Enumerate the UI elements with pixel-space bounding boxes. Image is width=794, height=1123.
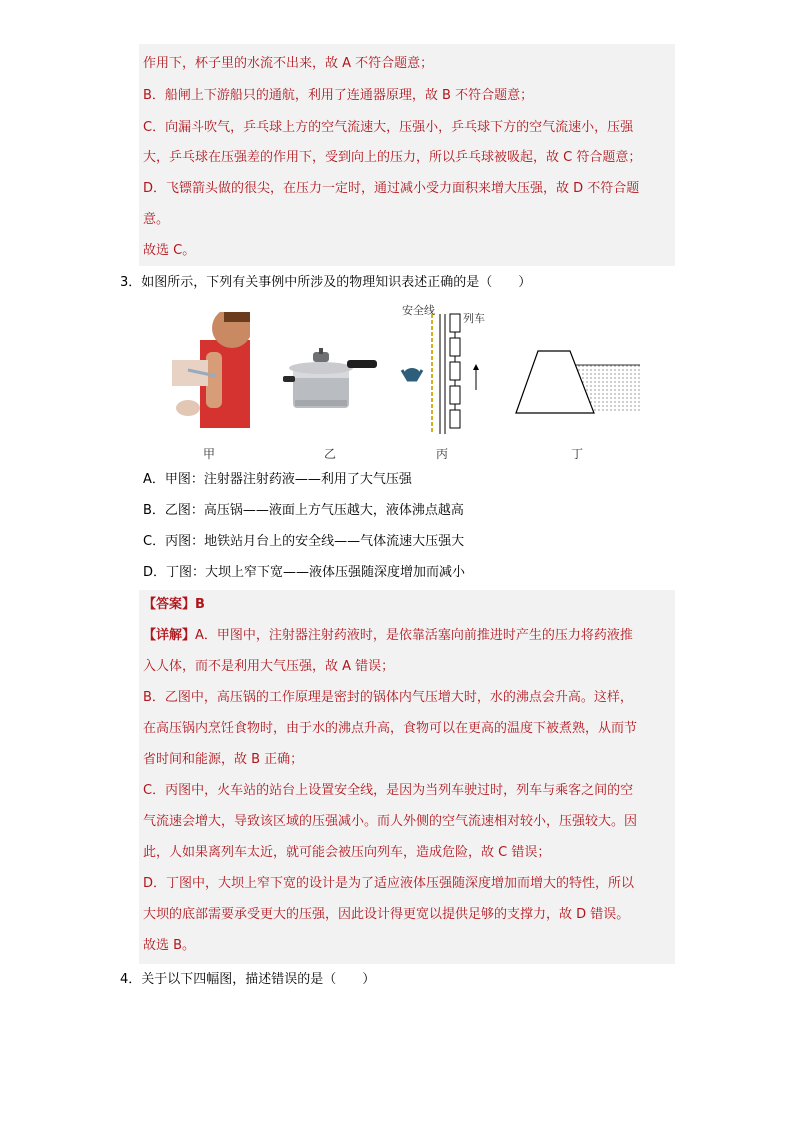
figure-jia-injection bbox=[172, 312, 250, 428]
option-d: D．丁图：大坝上窄下宽——液体压强随深度增加而减小 bbox=[143, 565, 466, 580]
detail-line: 在高压锅内烹饪食物时，由于水的沸点升高，食物可以在更高的温度下被煮熟，从而节 bbox=[143, 721, 638, 736]
detail-line: 气流速会增大，导致该区域的压强减小。而人外侧的空气流速相对较小，压强较大。因 bbox=[143, 814, 638, 829]
answer-line bbox=[143, 595, 205, 615]
figure-safety-line-label: 安全线 bbox=[402, 304, 435, 317]
answer-label: 【答案】 bbox=[143, 597, 196, 612]
figure-ding-dam bbox=[514, 349, 642, 415]
prev-answer-line: 大，乒乓球在压强差的作用下，受到向上的压力，所以乒乓球被吸起，故 C 符合题意； bbox=[143, 150, 642, 165]
figure-train-label: 列车 bbox=[463, 312, 485, 325]
question-3-stem: 3．如图所示，下列有关事例中所涉及的物理知识表述正确的是（ ） bbox=[120, 275, 532, 290]
detail-line: 此，人如果离列车太近，就可能会被压向列车，造成危险，故 C 错误； bbox=[143, 845, 551, 860]
detail-line: D．丁图中，大坝上窄下宽的设计是为了适应液体压强随深度增加而增大的特性，所以 bbox=[143, 876, 635, 891]
figure-label-yi: 乙 bbox=[324, 447, 337, 461]
detail-line: 大坝的底部需要承受更大的压强，因此设计得更宽以提供足够的支撑力，故 D 错误。 bbox=[143, 907, 630, 922]
figure-label-jia: 甲 bbox=[203, 447, 216, 461]
detail-line: 入人体，而不是利用大气压强，故 A 错误； bbox=[143, 659, 395, 674]
prev-answer-line: 作用下，杯子里的水流不出来，故 A 不符合题意； bbox=[143, 56, 434, 71]
option-c: C．丙图：地铁站月台上的安全线——气体流速大压强大 bbox=[143, 534, 465, 549]
detail-line: 故选 B。 bbox=[143, 938, 196, 953]
figure-label-ding: 丁 bbox=[571, 447, 584, 461]
prev-answer-line: 故选 C。 bbox=[143, 243, 196, 258]
figure-yi-pressure-cooker bbox=[283, 346, 379, 412]
detail-line: B．乙图中，高压锅的工作原理是密封的锅体内气压增大时，水的沸点会升高。这样， bbox=[143, 690, 633, 705]
prev-answer-line: C．向漏斗吹气，乒乓球上方的空气流速大，压强小，乒乓球下方的空气流速小，压强 bbox=[143, 120, 634, 135]
prev-answer-line: 意。 bbox=[143, 212, 170, 227]
option-a: A．甲图：注射器注射药液——利用了大气压强 bbox=[143, 472, 412, 487]
answer-value: B bbox=[195, 597, 205, 612]
figure-label-bing: 丙 bbox=[436, 447, 449, 461]
detail-label: 【详解】 bbox=[143, 628, 196, 643]
detail-line: 省时间和能源，故 B 正确； bbox=[143, 752, 304, 767]
detail-line: C．丙图中，火车站的站台上设置安全线，是因为当列车驶过时，列车与乘客之间的空 bbox=[143, 783, 634, 798]
detail-line-first bbox=[143, 626, 633, 646]
detail-text: A．甲图中，注射器注射药液时，是依靠活塞向前推进时产生的压力将药液推 bbox=[195, 628, 633, 643]
prev-answer-line: D．飞镖箭头做的很尖，在压力一定时，通过减小受力面积来增大压强，故 D 不符合题 bbox=[143, 181, 640, 196]
question-4-stem: 4．关于以下四幅图，描述错误的是（ ） bbox=[120, 972, 376, 987]
prev-answer-line: B．船闸上下游船只的通航，利用了连通器原理，故 B 不符合题意； bbox=[143, 88, 534, 103]
option-b: B．乙图：高压锅——液面上方气压越大，液体沸点越高 bbox=[143, 503, 464, 518]
